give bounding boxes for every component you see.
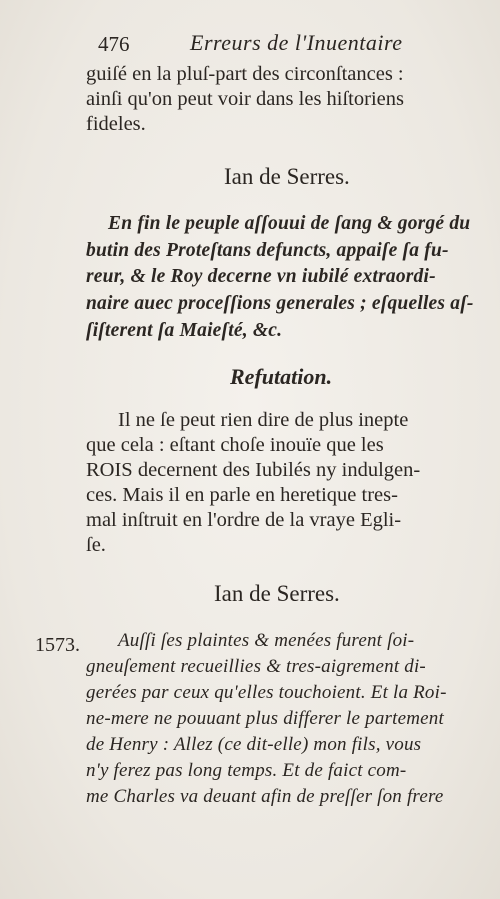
quote-line: ne-mere ne pouuant plus differer le partement — [86, 708, 444, 729]
quote-line: gerées par ceux qu'elles touchoient. Et la Roi- — [86, 682, 447, 703]
quote-line: de Henry : Allez (ce dit-elle) mon fils, vous — [86, 734, 422, 755]
page-number: 476 — [98, 32, 130, 56]
text-line: ROIS decernent des Iubilés ny indulgen- — [86, 459, 421, 481]
text-line: que cela : eſtant choſe inouïe que les — [86, 434, 384, 456]
text-line: mal inſtruit en l'ordre de la vraye Egli- — [86, 509, 402, 531]
quote-line: Auſſi ſes plaintes & menées furent ſoi- — [118, 630, 415, 651]
quote-line: gneuſement recueillies & tres-aigrement di- — [86, 656, 426, 677]
text-line: ainſi qu'on peut voir dans les hiſtoriens — [86, 88, 404, 110]
section-heading-refutation: Refutation. — [230, 364, 333, 389]
quote-line: En fin le peuple aſſouui de ſang & gorgé du — [108, 213, 471, 234]
quote-line: naire auec proceſſions generales ; eſquelles aſ- — [86, 293, 474, 314]
page-header — [98, 30, 470, 58]
quote-line: reur, & le Roy decerne vn iubilé extraordi- — [86, 266, 436, 287]
section-heading-ian-de-serres: Ian de Serres. — [224, 164, 350, 189]
quote-line: butin des Proteſtans defuncts, appaiſe ſa fu- — [86, 240, 449, 261]
text-line: Il ne ſe peut rien dire de plus inepte — [118, 409, 409, 431]
quote-line: n'y ferez pas long temps. Et de faict com- — [86, 760, 407, 781]
text-line: fideles. — [86, 113, 146, 135]
text-line: ces. Mais il en parle en heretique tres- — [86, 484, 398, 506]
margin-year-note: 1573. — [35, 634, 80, 656]
text-line: guiſé en la pluſ-part des circonſtances : — [86, 63, 404, 85]
text-line: ſe. — [86, 534, 106, 556]
running-title: Erreurs de l'Inuentaire — [190, 30, 403, 55]
quote-line: me Charles va deuant afin de preſſer ſon frere — [86, 786, 444, 807]
quote-line: ſiſterent ſa Maieſté, &c. — [86, 320, 283, 341]
section-heading-ian-de-serres-2: Ian de Serres. — [214, 581, 340, 606]
